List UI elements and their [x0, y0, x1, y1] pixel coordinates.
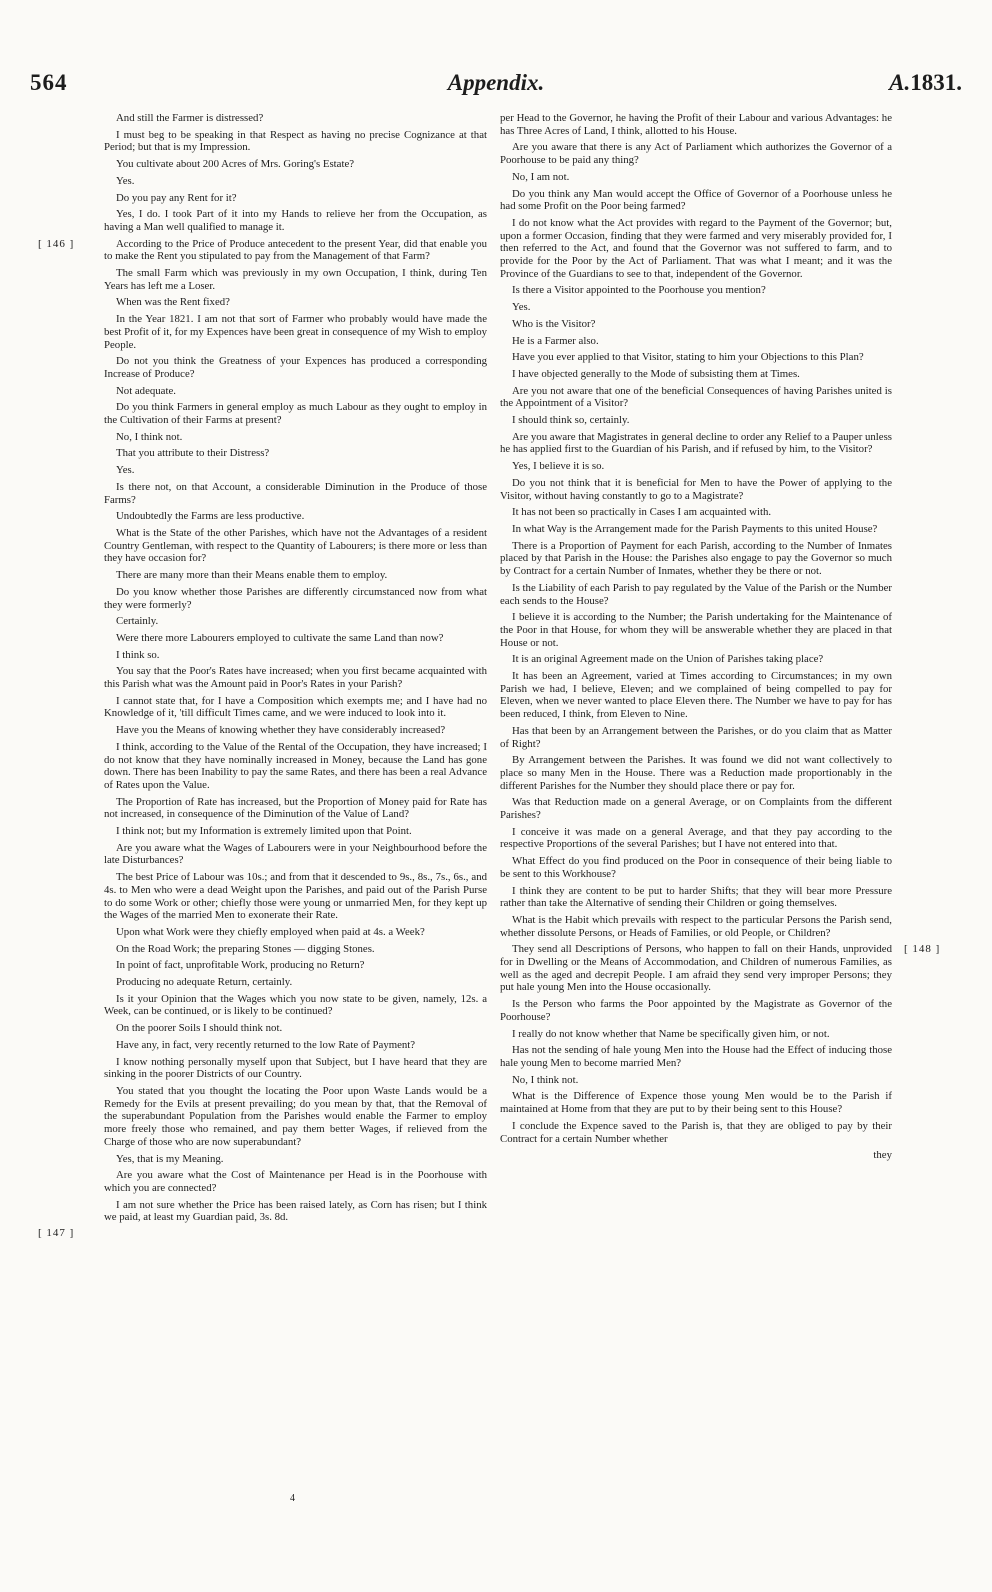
paragraph: I think they are content to be put to harder Shifts; that they will bear more Pressure rather than take the Alternative of sending their Children or going themselves. [500, 884, 892, 910]
paragraph: Have any, in fact, very recently returned to the low Rate of Payment? [116, 1038, 416, 1051]
paragraph: Do you think Farmers in general employ as much Labour as they ought to employ in the Cultivation of their Farms at present? [104, 401, 487, 427]
paragraph: No, I think not. [116, 430, 183, 443]
paragraph: Yes, I believe it is so. [512, 460, 605, 473]
paragraph: Are you not aware that one of the beneficial Consequences of having Parishes united is the Appointment of a Visitor? [500, 384, 892, 410]
paragraph: On the Road Work; the preparing Stones — digging Stones. [116, 942, 375, 955]
paragraph: Who is the Visitor? [512, 317, 596, 330]
paragraph: What is the Difference of Expence those young Men would be to the Parish if maintained at Home from that they are put to by their being sent to this House? [500, 1090, 892, 1116]
paragraph: Yes, I do. I took Part of it into my Hands to relieve her from the Occupation, as having a Man well qualified to manage it. [104, 208, 487, 233]
paragraph: Undoubtedly the Farms are less productive. [116, 510, 305, 523]
year-value: 1831. [910, 70, 962, 95]
paragraph: I must beg to be speaking in that Respect as having no precise Cognizance at that Period; but that is my Impression. [104, 128, 487, 154]
paragraph: Do you pay any Rent for it? [116, 191, 237, 204]
paragraph: In point of fact, unprofitable Work, producing no Return? [116, 959, 365, 972]
margin-note-147: [ 147 ] [38, 1227, 75, 1239]
paragraph: You say that the Poor's Rates have increased; when you first became acquainted with this Parish what was the Amount paid in Poor's Rates in your Parish? [104, 665, 487, 691]
paragraph: The Proportion of Rate has increased, but the Proportion of Money paid for Rate has not increased, in consequence of the Diminution of the Value of Land? [104, 795, 487, 821]
paragraph: Has that been by an Arrangement between the Parishes, or do you claim that as Matter of Right? [500, 724, 892, 750]
paragraph: Are you aware that there is any Act of Parliament which authorizes the Governor of a Poorhouse to be paid any thing? [500, 141, 892, 167]
paragraph: Yes. [116, 464, 135, 477]
paragraph: they [873, 1149, 892, 1162]
paragraph: They send all Descriptions of Persons, who happen to fall on their Hands, unprovided for in Dwelling or the Means of Accommodation, and Children of numerous Families, as well as the aged and decrepit People. I am afraid they send very improper Persons; they put hale young Men into the House occasionally. [500, 943, 892, 994]
paragraph: Certainly. [116, 615, 159, 628]
paragraph: Is there not, on that Account, a considerable Diminution in the Produce of those Farms? [104, 480, 487, 506]
paragraph: I have objected generally to the Mode of subsisting them at Times. [512, 367, 800, 380]
paragraph: Was that Reduction made on a general Average, or on Complaints from the different Parishes? [500, 796, 892, 822]
paragraph: I should think so, certainly. [512, 414, 630, 427]
paragraph: There are many more than their Means enable them to employ. [116, 569, 388, 582]
margin-note-146: [ 146 ] [38, 238, 75, 250]
paragraph: Have you the Means of knowing whether they have considerably increased? [116, 724, 446, 737]
year-prefix: A. [889, 70, 911, 95]
paragraph: And still the Farmer is distressed? [116, 112, 264, 124]
paragraph: Are you aware that Magistrates in general decline to order any Relief to a Pauper unless he has applied first to the Guardian of his Parish, and if refused by him, to the Visitor? [500, 430, 892, 456]
paragraph: I think so. [116, 648, 160, 661]
signature-mark: 4 [290, 1493, 295, 1504]
paragraph: Is the Person who farms the Poor appointed by the Magistrate as Governor of the Poorhouse? [500, 998, 892, 1023]
paragraph: Yes. [116, 174, 135, 187]
page-title: Appendix. [447, 70, 545, 95]
paragraph: It has not been so practically in Cases I am acquainted with. [512, 506, 772, 519]
paragraph: I cannot state that, for I have a Composition which exempts me; and I have had no Knowledge of it, 'till difficult Times came, and we were induced to look into it. [104, 694, 487, 720]
paragraph: In the Year 1821. I am not that sort of Farmer who probably would have made the best Profit of it, for my Expences have been great in consequence of my Wish to employ People. [104, 313, 487, 351]
paragraph: I know nothing personally myself upon that Subject, but I have heard that they are sinking in the poorer Districts of our Country. [104, 1055, 487, 1081]
paragraph: Is it your Opinion that the Wages which you now state to be given, namely, 12s. a Week, can be continued, or is likely to be continued? [104, 992, 487, 1018]
paragraph: I think, according to the Value of the Rental of the Occupation, they have increased; I do not know that they have nominally increased in Money, because the Land has gone down. There has been Inability to pay the same Rates, and there has been a real Advance of Rates upon the Value. [104, 740, 487, 791]
paragraph: Upon what Work were they chiefly employed when paid at 4s. a Week? [116, 925, 425, 938]
margin-note-148: [ 148 ] [904, 943, 941, 955]
paragraph: What is the State of the other Parishes, which have not the Advantages of a resident Country Gentleman, with respect to the Quantity of Labourers; is there more or less than they have occasion for? [104, 526, 487, 565]
page-year [889, 70, 962, 96]
paragraph: Do you not think that it is beneficial for Men to have the Power of applying to the Visitor, without having constantly to go to a Magistrate? [500, 476, 892, 502]
paragraph: When was the Rent fixed? [116, 296, 230, 309]
paragraph: I think not; but my Information is extremely limited upon that Point. [116, 825, 412, 838]
paragraph: per Head to the Governor, he having the Profit of their Labour and various Advantages: he has Three Acres of Land, I think, allotted to his House. [500, 112, 892, 137]
paragraph: Yes. [512, 301, 531, 314]
paragraph: It is an original Agreement made on the Union of Parishes taking place? [512, 653, 824, 666]
paragraph: Has not the sending of hale young Men into the House had the Effect of inducing those hale young Men to become married Men? [500, 1044, 892, 1069]
paragraph: Not adequate. [116, 384, 176, 397]
paragraph: Is the Liability of each Parish to pay regulated by the Value of the Parish or the Number each sends to the House? [500, 581, 892, 607]
paragraph: Do not you think the Greatness of your Expences has produced a corresponding Increase of Produce? [104, 355, 487, 380]
paragraph: In what Way is the Arrangement made for the Parish Payments to this united House? [512, 522, 878, 535]
paragraph: There is a Proportion of Payment for each Parish, according to the Number of Inmates placed by that Parish in the House: the Parishes also engage to pay the Governor so much by Contract for a certain Number of Inmates, whether they be there or not. [500, 539, 892, 578]
paragraph: You cultivate about 200 Acres of Mrs. Goring's Estate? [116, 158, 355, 171]
paragraph: I conclude the Expence saved to the Parish is, that they are obliged to pay by their Contract for a certain Number whether [500, 1119, 892, 1145]
paragraph: Are you aware what the Cost of Maintenance per Head is in the Poorhouse with which you are connected? [104, 1169, 487, 1194]
paragraph: Have you ever applied to that Visitor, stating to him your Objections to this Plan? [512, 351, 864, 364]
paragraph: I am not sure whether the Price has been raised lately, as Corn has risen; but I think we paid, at least my Guardian paid, 3s. 8d. [104, 1198, 487, 1224]
page-header [30, 70, 962, 104]
paragraph: Are you aware what the Wages of Labourers were in your Neighbourhood before the late Disturbances? [104, 841, 487, 867]
left-column [104, 112, 487, 1228]
paragraph: I really do not know whether that Name be specifically given him, or not. [512, 1027, 830, 1040]
paragraph: On the poorer Soils I should think not. [116, 1022, 283, 1035]
paragraph: Yes, that is my Meaning. [116, 1152, 224, 1165]
paragraph: Is there a Visitor appointed to the Poorhouse you mention? [512, 284, 766, 297]
paragraph: The best Price of Labour was 10s.; and from that it descended to 9s., 8s., 7s., 6s., and 4s. to Men who were a dead Weight upon the Parishes, and paid out of the Parish Purse to do some Work or other; chiefly those were young or unmarried Men, for they kept up the Wages of the married Men to exonerate their Rate. [104, 871, 487, 922]
paragraph: By Arrangement between the Parishes. It was found we did not want collectively to place so many Men in the House. There was a Reduction made proportionably in the different Parishes for the Number they should place there or pay for. [500, 754, 892, 792]
paragraph: No, I think not. [512, 1073, 579, 1086]
paragraph: Do you know whether those Parishes are differently circumstanced now from what they were formerly? [104, 585, 487, 611]
paragraph: Producing no adequate Return, certainly. [116, 976, 293, 989]
paragraph: The small Farm which was previously in my own Occupation, I think, during Ten Years has left me a Loser. [104, 267, 487, 292]
paragraph: He is a Farmer also. [512, 334, 599, 347]
paragraph: I conceive it was made on a general Average, and that they pay according to the respective Proportions of the several Parishes; but I have not entered into that. [500, 825, 892, 851]
paragraph: What Effect do you find produced on the Poor in consequence of their being liable to be sent to this Workhouse? [500, 855, 892, 880]
paragraph: Do you think any Man would accept the Office of Governor of a Poorhouse unless he had some Profit on the Poor being farmed? [500, 187, 892, 213]
paragraph: Were there more Labourers employed to cultivate the same Land than now? [116, 631, 444, 644]
paragraph: It has been an Agreement, varied at Times according to Circumstances; in my own Parish we had, I believe, Eleven; and we complained of being compelled to pay for Eleven, when we never wanted to place Eleven there. The Number we have to pay for has been reduced, I think, from Eleven to Nine. [500, 670, 892, 721]
paragraph: I believe it is according to the Number; the Parish undertaking for the Maintenance of the Poor in that House, for whom they will be answerable whether they are placed in that House or not. [500, 611, 892, 649]
paragraph: According to the Price of Produce antecedent to the present Year, did that enable you to make the Rent you stipulated to pay from the Management of that Farm? [104, 237, 487, 263]
paragraph: No, I am not. [512, 170, 570, 183]
paragraph: That you attribute to their Distress? [116, 447, 270, 460]
paragraph: You stated that you thought the locating the Poor upon Waste Lands would be a Remedy for the Evils at present prevailing; do you mean by that, that the Removal of the superabundant Population from the Parishes would enable the Farmer to employ more freely those who remained, and pay them better Wages, if relieved from the Charge of those who are now superabundant? [104, 1085, 487, 1148]
page-number: 564 [30, 70, 68, 95]
paragraph: What is the Habit which prevails with respect to the particular Persons the Parish send, whether dissolute Persons, or Heads of Families, or old People, or Children? [500, 913, 892, 939]
right-column [500, 112, 892, 1166]
paragraph: I do not know what the Act provides with regard to the Payment of the Governor; but, upon a former Occasion, finding that they were farmed and very miserably provided for, I then referred to the Act, and found that the Governor was not suffered to farm, and to provide for the Poor by the Act of Parliament. That was what I meant; and it was the Province of the Guardians to see to that, independent of the Governor. [500, 216, 892, 280]
